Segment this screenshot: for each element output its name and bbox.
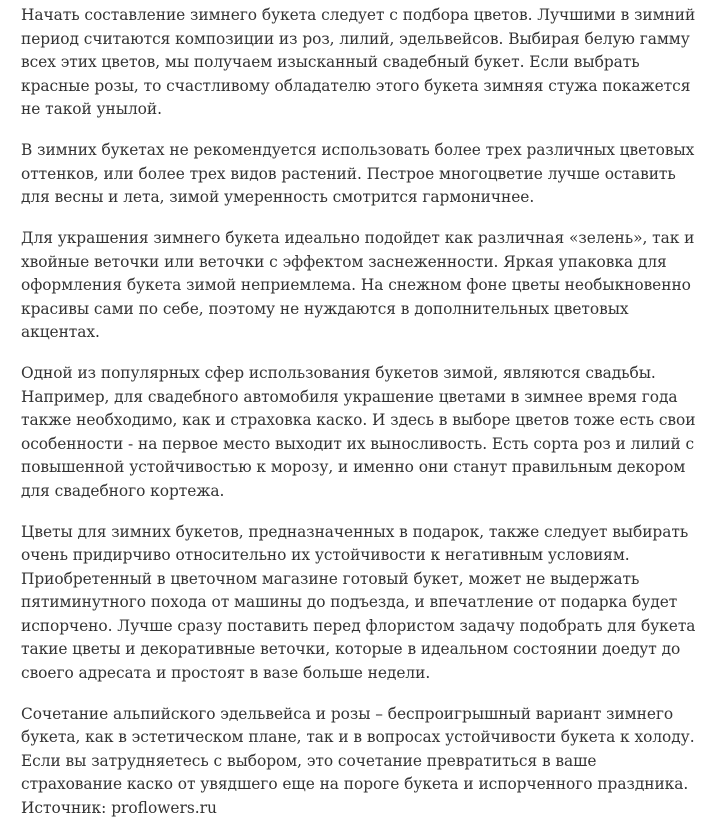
paragraph-decoration: Для украшения зимнего букета идеально подойдет как различная «зелень», так и хвойные веточки или веточки с эффектом заснеженности. Яркая упаковка для оформления букета зимой неприемлема. На снежном фоне цветы необыкновенно красивы сами по себе, поэтому не нуждаются в дополнительных цветовых акцентах. bbox=[21, 227, 700, 345]
paragraph-weddings: Одной из популярных сфер использования букетов зимой, являются свадьбы. Например, для свадебного автомобиля украшение цветами в зимнее время года также необходимо, как и страховка каско. И здесь в выборе цветов тоже есть свои особенности - на первое место выходит их выносливость. Есть сорта роз и лилий с повышенной устойчивостью к морозу, и именно они станут правильным декором для свадебного кортежа. bbox=[21, 362, 700, 503]
source-credit: Источник: proflowers.ru bbox=[21, 797, 700, 820]
paragraph-edelweiss-rose: Сочетание альпийского эдельвейса и розы – беспроигрышный вариант зимнего букета, как в эстетическом плане, так и в вопросах устойчивости букета к холоду. Если вы затрудняетесь с выбором, это сочетание превратиться в ваше страхование каско от увядшего еще на пороге букета и испорченного праздника. bbox=[21, 703, 700, 797]
paragraph-gift-bouquets: Цветы для зимних букетов, предназначенных в подарок, также следует выбирать очень придирчиво относительно их устойчивости к негативным условиям. Приобретенный в цветочном магазине готовый букет, может не выдержать пятиминутного похода от машины до подъезда, и впечатление от подарка будет испорчено. Лучше сразу поставить перед флористом задачу подобрать для букета такие цветы и декоративные веточки, которые в идеальном состоянии доедут до своего адресата и простоят в вазе больше недели. bbox=[21, 521, 700, 686]
paragraph-color-limit: В зимних букетах не рекомендуется использовать более трех различных цветовых оттенков, или более трех видов растений. Пестрое многоцветие лучше оставить для весны и лета, зимой умеренность смотрится гармоничнее. bbox=[21, 139, 700, 210]
paragraph-flower-selection: Начать составление зимнего букета следует с подбора цветов. Лучшими в зимний период считаются композиции из роз, лилий, эдельвейсов. Выбирая белую гамму всех этих цветов, мы получаем изысканный свадебный букет. Если выбрать красные розы, то счастливому обладателю этого букета зимняя стужа покажется не такой унылой. bbox=[21, 4, 700, 122]
